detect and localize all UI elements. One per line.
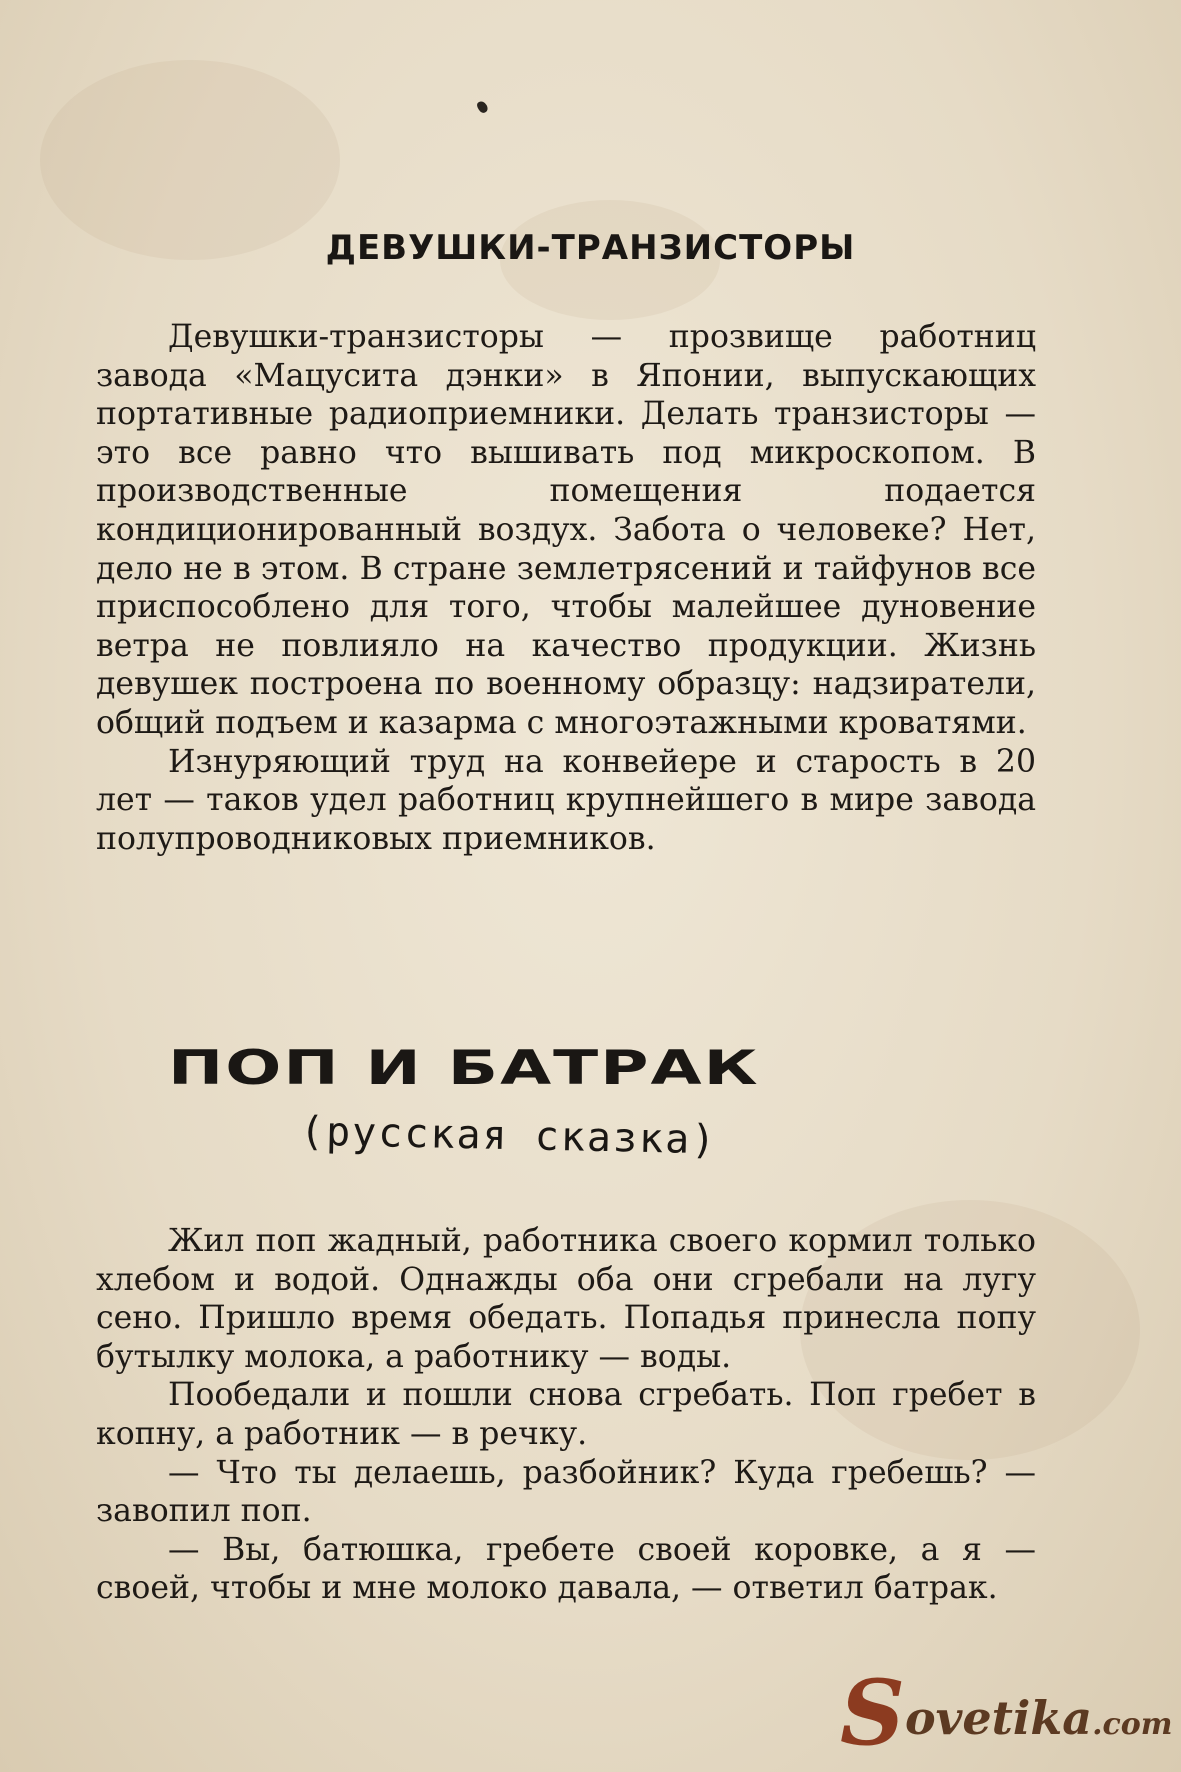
article-subtitle-russian-tale: (русская сказка) xyxy=(299,1108,718,1164)
paragraph: — Что ты делаешь, разбойник? Куда гребешь? — завопил поп. xyxy=(96,1454,1036,1530)
article-title-priest-and-farmhand: ПОП И БАТРАК xyxy=(168,1040,760,1096)
watermark-name: ovetika xyxy=(905,1691,1093,1745)
article-body-transistor-girls xyxy=(96,318,1036,858)
ink-speck xyxy=(476,100,490,115)
paragraph: Жил поп жадный, работника своего кормил только хлебом и водой. Однажды оба они сгребали на лугу сено. Пришло время обедать. Попадья принесла попу бутылку молока, а работнику — воды. xyxy=(96,1223,1036,1375)
watermark-initial: S xyxy=(840,1660,905,1766)
paragraph: Изнуряющий труд на конвейере и старость в 20 лет — таков удел работниц крупнейшего в мире завода полупроводниковых приемников. xyxy=(96,743,1036,857)
paragraph: Девушки-транзисторы — прозвище работниц завода «Мацусита дэнки» в Японии, выпускающих портативные радиоприемники. Делать транзисторы — это все равно что вышивать под микроскопом. В производственные помещения подается кондиционированный воздух. Забота о человеке? Нет, дело не в этом. В стране землетрясений и тайфунов все приспособлено для того, чтобы малейшее дуновение ветра не повлияло на качество продукции. Жизнь девушек построена по военному образцу: надзиратели, общий подъем и казарма с многоэтажными кроватями. xyxy=(96,319,1036,741)
paragraph: — Вы, батюшка, гребете своей коровке, а я — своей, чтобы и мне молоко давала, — ответил батрак. xyxy=(96,1531,1036,1607)
article-body-priest-and-farmhand xyxy=(96,1222,1036,1608)
watermark-domain: .com xyxy=(1092,1707,1173,1742)
article-title-transistor-girls: ДЕВУШКИ-ТРАНЗИСТОРЫ xyxy=(325,228,856,268)
paragraph: Пообедали и пошли снова сгребать. Поп гребет в копну, а работник — в речку. xyxy=(96,1377,1036,1452)
sovetika-watermark xyxy=(840,1660,1173,1766)
